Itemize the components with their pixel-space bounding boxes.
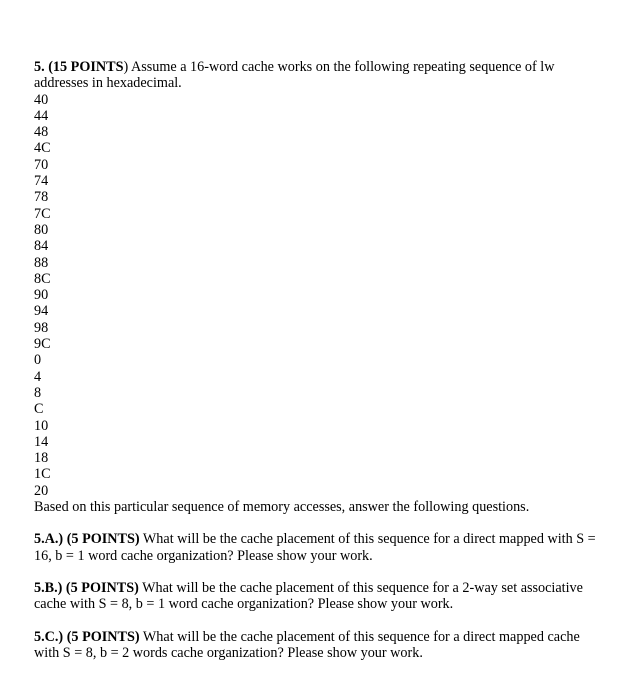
address-list bbox=[34, 92, 614, 499]
address-item: 48 bbox=[34, 124, 49, 141]
question-closing: Based on this particular sequence of memory accesses, answer the following questions. bbox=[34, 499, 530, 516]
address-item: 0 bbox=[34, 352, 42, 369]
part-5a-line2: 16, b = 1 word cache organization? Please show your work. bbox=[34, 547, 373, 564]
part-5a-label: 5.A.) (5 POINTS) bbox=[34, 531, 140, 548]
address-item: 44 bbox=[34, 107, 49, 124]
question-intro bbox=[34, 59, 614, 92]
address-item: 70 bbox=[34, 156, 49, 173]
part-5b-label: 5.B.) (5 POINTS) bbox=[34, 579, 139, 596]
question-intro-line1: ) Assume a 16-word cache works on the following repeating sequence of lw bbox=[123, 59, 555, 75]
address-item: 4 bbox=[34, 368, 42, 385]
part-5a bbox=[34, 531, 614, 564]
address-item: 1C bbox=[34, 466, 51, 483]
address-item: 8C bbox=[34, 270, 51, 287]
part-5b bbox=[34, 580, 614, 613]
address-item: 20 bbox=[34, 482, 49, 499]
address-item: 94 bbox=[34, 303, 49, 320]
spacer bbox=[34, 613, 614, 629]
address-item: 88 bbox=[34, 254, 49, 271]
address-item: 14 bbox=[34, 433, 49, 450]
address-item: 84 bbox=[34, 238, 49, 255]
address-item: 40 bbox=[34, 91, 49, 108]
address-item: 4C bbox=[34, 140, 51, 157]
part-5a-line1: What will be the cache placement of this sequence for a direct mapped with S = bbox=[139, 531, 596, 548]
document-page bbox=[34, 59, 614, 661]
question-number: 5. (15 POINTS bbox=[34, 59, 124, 75]
part-5c-line2: with S = 8, b = 2 words cache organization? Please show your work. bbox=[34, 644, 423, 661]
address-item: 9C bbox=[34, 336, 51, 353]
address-item: 90 bbox=[34, 287, 49, 304]
spacer bbox=[34, 564, 614, 580]
part-5c-label: 5.C.) (5 POINTS) bbox=[34, 628, 140, 645]
address-item: 8 bbox=[34, 384, 42, 401]
address-item: 7C bbox=[34, 205, 51, 222]
address-item: 80 bbox=[34, 221, 49, 238]
part-5b-line2: cache with S = 8, b = 1 word cache organization? Please show your work. bbox=[34, 596, 454, 613]
part-5c bbox=[34, 629, 614, 662]
address-item: 74 bbox=[34, 173, 49, 190]
part-5b-line1: What will be the cache placement of this sequence for a 2-way set associative bbox=[138, 579, 583, 596]
address-item: 98 bbox=[34, 319, 49, 336]
address-item: 10 bbox=[34, 417, 49, 434]
part-5c-line1: What will be the cache placement of this sequence for a direct mapped cache bbox=[139, 628, 580, 645]
question-intro-line2: addresses in hexadecimal. bbox=[34, 75, 182, 92]
address-item: C bbox=[34, 401, 44, 418]
address-item: 18 bbox=[34, 450, 49, 467]
address-item: 78 bbox=[34, 189, 49, 206]
spacer bbox=[34, 515, 614, 531]
